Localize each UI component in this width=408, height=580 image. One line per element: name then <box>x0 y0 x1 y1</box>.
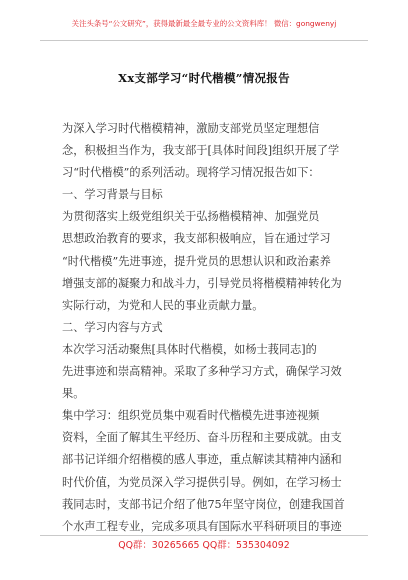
footer-qq-groups: QQ群：30265665 QQ群：535304092 <box>118 540 290 551</box>
body-line: 时代价值，为党员深入学习提供引导。例如，在学习杨士 <box>62 475 342 489</box>
body-line: 先进事迹和崇高精神。采取了多种学习方式，确保学习效 <box>62 365 342 379</box>
footer-divider <box>40 535 368 536</box>
body-line: 习“时代楷模”的系列活动。现将学习情况报告如下： <box>62 166 320 180</box>
body-line: 部书记详细介绍楷模的感人事迹，重点解读其精神内涵和 <box>62 453 342 467</box>
body-line: 为深入学习时代楷模精神，激励支部党员坚定理想信 <box>62 122 320 135</box>
header-banner: 关注头条号“公文研究”，获得最新最全最专业的公文资料库！ 微信：gongwenyj <box>71 19 337 28</box>
body-line: 莪同志时，支部书记介绍了他75年坚守岗位，创建我国首 <box>62 497 345 511</box>
body-line: 集中学习：组织党员集中观看时代楷模先进事迹视频 <box>62 409 320 423</box>
body-line: 果。 <box>62 387 85 401</box>
body-line: 念，积极担当作为，我支部于[具体时间段]组织开展了学 <box>62 144 340 158</box>
section-heading: 二、学习内容与方式 <box>62 320 163 334</box>
document-title: Xx支部学习“时代楷模”情况报告 <box>118 71 290 85</box>
body-line: 资料，全面了解其生平经历、奋斗历程和主要成就。由支 <box>62 431 342 445</box>
body-line: 思想政治教育的要求，我支部积极响应，旨在通过学习 <box>62 232 331 246</box>
body-line: 为贯彻落实上级党组织关于弘扬楷模精神、加强党员 <box>62 210 320 224</box>
body-line: 增强支部的凝聚力和战斗力，引导党员将楷模精神转化为 <box>62 276 342 290</box>
body-line: 实际行动，为党和人民的事业贡献力量。 <box>62 298 264 312</box>
body-line: “时代楷模”先进事迹，提升党员的思想认识和政治素养 <box>62 254 331 268</box>
document-body <box>62 118 348 538</box>
body-line: 个水声工程专业，完成多项具有国际水平科研项目的事迹 <box>62 519 342 533</box>
body-line: 本次学习活动聚焦[具体时代楷模，如杨士莪同志]的 <box>62 342 317 356</box>
header-divider <box>40 40 368 41</box>
section-heading: 一、学习背景与目标 <box>62 188 163 202</box>
